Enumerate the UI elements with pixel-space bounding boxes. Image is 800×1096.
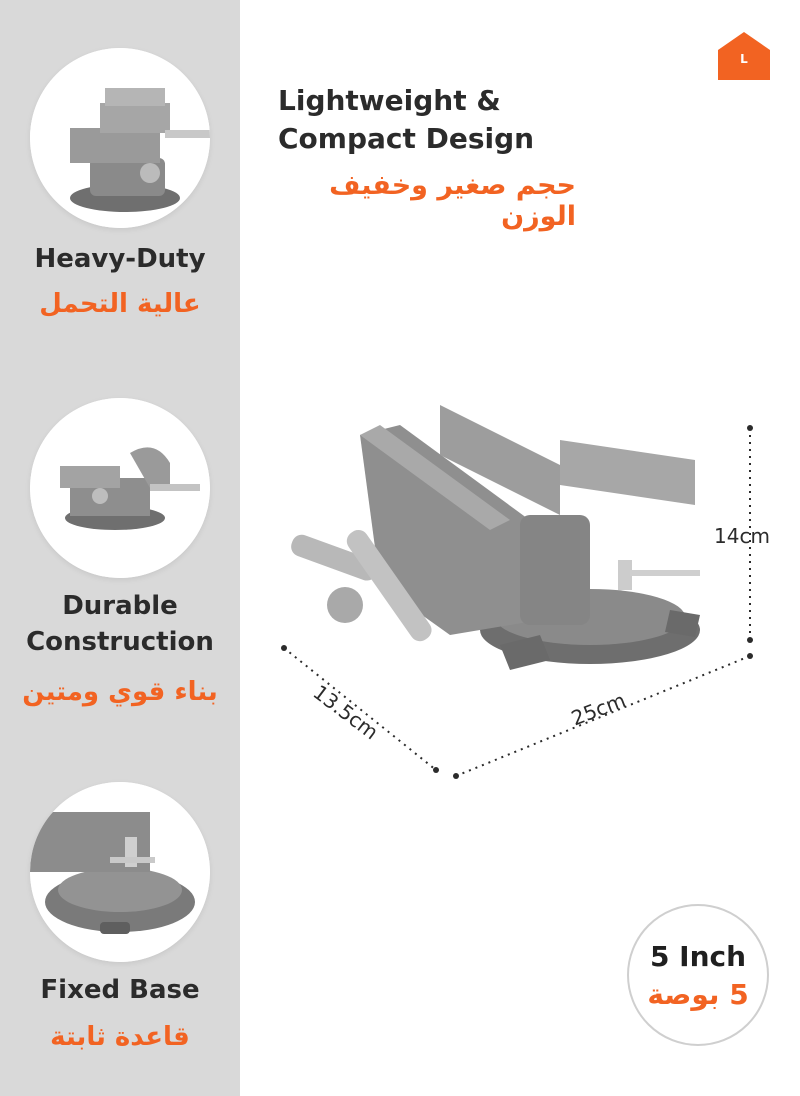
feature-title-fixed-base: Fixed Base <box>40 975 200 1005</box>
depth-dimension-label: 13.5cm <box>308 680 383 745</box>
height-dimension-label: 14cm <box>714 524 770 548</box>
feature-title-durable-arabic: بناء قوي ومتين <box>22 677 218 707</box>
feature-title-durable: Durable <box>62 591 178 621</box>
size-badge-arabic: 5 بوصة <box>647 978 749 1011</box>
size-badge-english: 5 Inch <box>649 940 747 973</box>
feature-title-fixed-base-arabic: قاعدة ثابتة <box>50 1022 190 1052</box>
brand-letter: L <box>740 52 748 66</box>
headline-line-2: Compact Design <box>278 122 535 155</box>
headline-arabic: حجم صغير وخفيف الوزن <box>329 170 576 232</box>
headline-line-1: Lightweight & <box>278 84 501 117</box>
feature-title-heavy-duty: Heavy-Duty <box>34 244 206 274</box>
feature-title-construction: Construction <box>26 627 214 657</box>
width-dimension-label: 25cm <box>568 687 629 731</box>
size-badge <box>627 904 769 1046</box>
feature-title-heavy-duty-arabic: عالية التحمل <box>39 289 201 319</box>
